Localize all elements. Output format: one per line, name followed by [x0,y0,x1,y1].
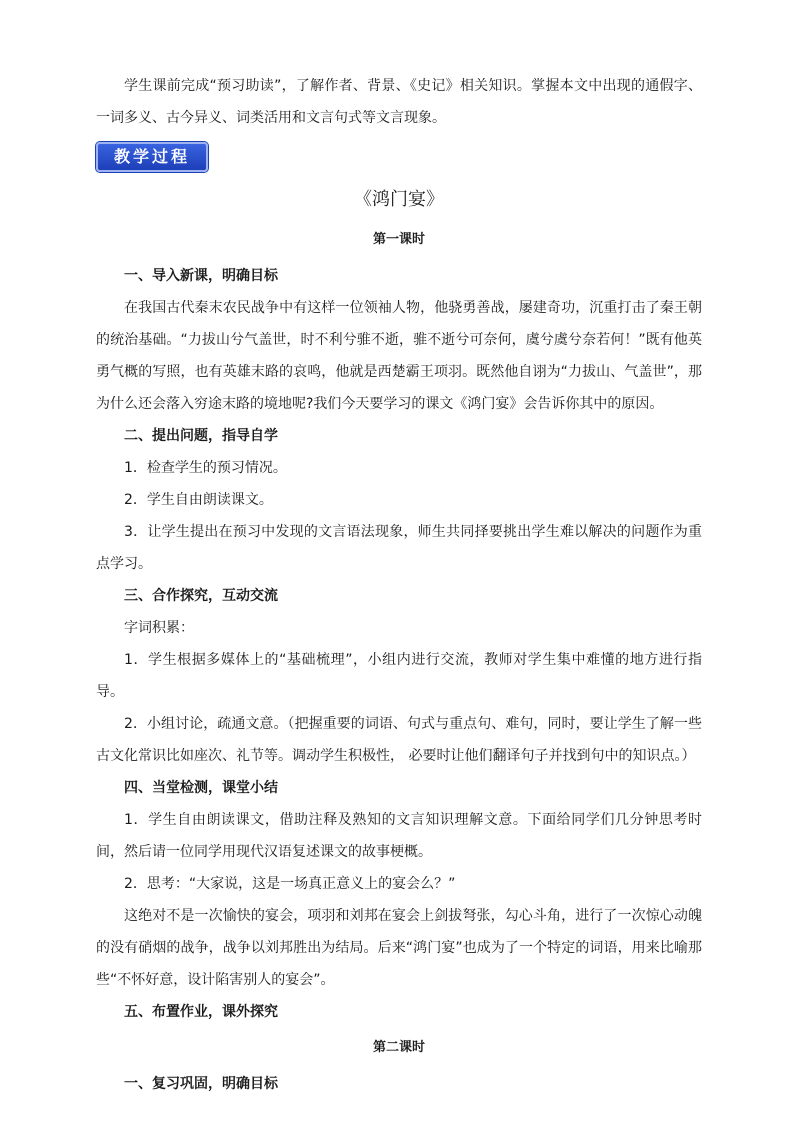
section-1-paragraph: 在我国古代秦末农民战争中有这样一位领袖人物，他骁勇善战，屡建奇功，沉重打击了秦王朝的统治基础。“力拔山兮气盖世，时不利兮骓不逝，骓不逝兮可奈何，虞兮虞兮奈若何！”既有他英勇气概的写照，也有英雄末路的哀鸣，他就是西楚霸王项羽。既然他自诩为“力拔山、气盖世”，那为什么还会落入穷途末路的境地呢?我们今天要学习的课文《鸿门宴》会告诉你其中的原因。 [96,300,702,412]
section-heading-3: 三、合作探究，互动交流 [124,588,278,604]
section-heading-1: 一、导入新课，明确目标 [124,268,278,284]
document-content [96,70,702,1100]
section-heading-2: 二、提出问题，指导自学 [124,428,278,444]
banner-row [96,134,702,174]
section-4-paragraph: 这绝对不是一次愉快的宴会，项羽和刘邦在宴会上剑拔弩张，勾心斗角，进行了一次惊心动魄的没有硝烟的战争，战争以刘邦胜出为结局。后来“鸿门宴”也成为了一个特定的词语，用来比喻那些“不怀好意，设计陷害别人的宴会”。 [96,908,702,988]
section-banner: 教学过程 [96,142,208,172]
section-2-item-3: 3．让学生提出在预习中发现的文言语法现象，师生共同择要挑出学生难以解决的问题作为重点学习。 [96,524,702,572]
period-1-label: 第一课时 [372,232,425,247]
section-3-item-2: 2．小组讨论，疏通文意。（把握重要的词语、句式与重点句、难句，同时，要让学生了解一些古文化常识比如座次、礼节等。调动学生积极性， 必要时让他们翻译句子并找到句中的知识点。） [96,716,702,764]
period-2-section-heading-1: 一、复习巩固，明确目标 [124,1076,278,1092]
section-2-item-1: 1．检查学生的预习情况。 [124,460,287,476]
section-heading-5: 五、布置作业，课外探究 [124,1004,278,1020]
section-heading-4: 四、当堂检测，课堂小结 [124,780,278,796]
period-2-label: 第二课时 [372,1040,425,1055]
section-2-item-2: 2．学生自由朗读课文。 [124,492,273,508]
section-3-item-1: 1．学生根据多媒体上的“基础梳理”，小组内进行交流，教师对学生集中难懂的地方进行指导。 [96,652,702,700]
section-4-item-1: 1．学生自由朗读课文，借助注释及熟知的文言知识理解文意。下面给同学们几分钟思考时间，然后请一位同学用现代汉语复述课文的故事梗概。 [96,812,702,860]
intro-paragraph: 学生课前完成“预习助读”，了解作者、背景、《史记》相关知识。掌握本文中出现的通假字、一词多义、古今异义、词类活用和文言句式等文言现象。 [96,78,702,126]
section-3-subheading: 字词积累： [124,620,194,636]
lesson-title: 《鸿门宴》 [354,189,444,210]
section-4-item-2: 2．思考：“大家说，这是一场真正意义上的宴会么？” [124,876,456,892]
